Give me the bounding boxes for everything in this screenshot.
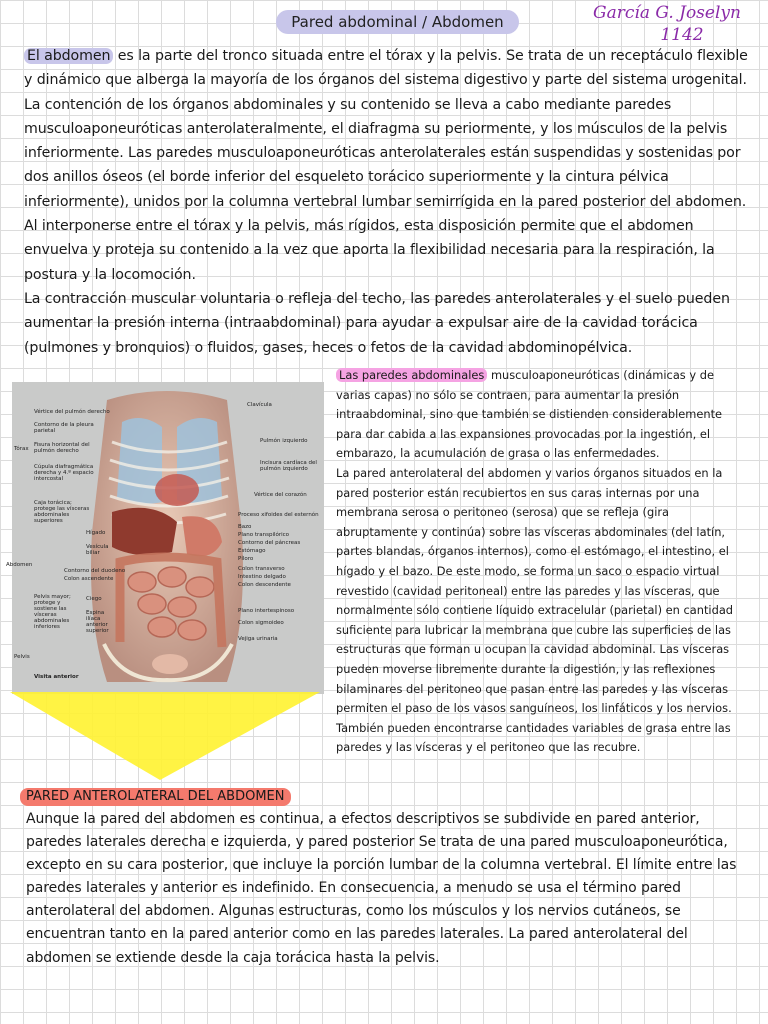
figure-label-left: Abdomen: [6, 562, 33, 568]
figure-label-right: Colon sigmoideo: [238, 620, 284, 626]
intro-highlight: El abdomen: [24, 48, 113, 64]
figure-label-left: Hígado: [86, 530, 106, 536]
figure-label-right: Plano intertespinoso: [238, 608, 295, 614]
walls-section: [336, 366, 741, 758]
figure-label-right: Píloro: [238, 556, 254, 562]
figure-label-right: Bazo: [238, 524, 252, 530]
figure-label-left: Pelvis mayor; protege y sostiene las vísceras abdominales inferiores: [34, 594, 71, 630]
walls-highlight: Las paredes abdominales: [336, 368, 487, 382]
figure-label-left: Vesícula biliar: [86, 544, 109, 556]
figure-label-right: Plano transpilórico: [238, 532, 290, 538]
figure-label-right: Clavícula: [247, 402, 272, 408]
figure-label-left: Contorno de la pleura parietal: [34, 422, 94, 434]
section-heading: PARED ANTEROLATERAL DEL ABDOMEN: [20, 788, 291, 806]
yellow-triangle-marker: [10, 692, 320, 782]
intro-text: es la parte del tronco situada entre el tórax y la pelvis. Se trata de un receptáculo flexible y dinámico que alberga la mayoría de los órganos del sistema digestivo y parte del sistema urogenital. La contención de los órganos abdominales y su contenido se lleva a cabo mediante paredes musculoaponeuróticas anterolateralmente, el diafragma su periormente, y los músculos de la pelvis inferiormente. Las paredes musculoaponeuróticas anterolaterales están suspendidas y sostenidas por dos anillos óseos (el borde inferior del esqueleto torácico superiormente y la cintura pélvica inferiormente), unidos por la columna vertebral lumbar semirrígida en la pared posterior del abdomen. Al interponerse entre el tórax y la pelvis, más rígidos, esta disposición permite que el abdomen envuelva y proteja su contenido a la vez que aporta la flexibilidad necesaria para la respiración, la postura y la locomoción.: [24, 48, 748, 283]
anatomy-figure: [6, 382, 324, 694]
figure-label-left: Fisura horizontal del pulmón derecho: [34, 442, 90, 454]
figure-label-left: Tórax: [14, 446, 29, 452]
section2-body: [26, 808, 746, 970]
figure-label-right: Estómago: [238, 548, 266, 554]
walls-paragraph-2: La pared anterolateral del abdomen y varios órganos situados en la pared posterior están recubiertos en sus caras internas por una membrana serosa o peritoneo (serosa) que se refleja (gira abruptamente y continúa) sobre las vísceras abdominales (del latín, partes blandas, órganos internos), como el estómago, el intestino, el hígado y el bazo. De este modo, se forma un saco o espacio virtual revestido (cavidad peritoneal) entre las paredes y las vísceras, que normalmente sólo contiene líquido extracelular (parietal) en cantidad suficiente para lubricar la membrana que cubre las superficies de las estructuras que forman u ocupan la cavidad abdominal. Las vísceras pueden moverse libremente durante la digestión, y las reflexiones bilaminares del peritoneo que pasan entre las paredes y las vísceras permiten el paso de los vasos sanguíneos, los linfáticos y los nervios. También pueden encontrarse cantidades variables de grasa entre las paredes y las vísceras y el peritoneo que las recubre.: [336, 465, 734, 755]
figure-label-right: Vejiga urinaria: [238, 636, 278, 642]
figure-label-right: Colon descendente: [238, 582, 291, 588]
figure-label-right: Incisura cardíaca del pulmón izquierdo: [260, 460, 317, 472]
figure-label-right: Intestino delgado: [238, 574, 286, 580]
figure-label-right: Pulmón izquierdo: [260, 438, 308, 444]
figure-label-right: Vértice del corazón: [254, 492, 307, 498]
page-title: Pared abdominal / Abdomen: [276, 10, 519, 34]
walls-text: musculoaponeuróticas (dinámicas y de varias capas) no sólo se contraen, para aumentar la presión intraabdominal, sino que también se distienden considerablemente para dar cabida a las expansiones provocadas por la ingestión, el embarazo, la acumulación de grasa o las enfermedades.: [336, 368, 723, 461]
figure-label-left: Espina ilíaca anterior superior: [86, 610, 109, 634]
section2-paragraph: Aunque la pared del abdomen es continua, a efectos descriptivos se subdivide en pared anterior, paredes laterales derecha e izquierda, y pared posterior Se trata de una pared musculoaponeurótica, excepto en su cara posterior, que incluye la porción lumbar de la columna vertebral. El límite entre las paredes laterales y anterior es indefinido. En consecuencia, a menudo se usa el término pared anterolateral del abdomen. Algunas estructuras, como los músculos y los nervios cutáneos, se encuentran tanto en la pared anterior como en las paredes laterales. La pared anterolateral del abdomen se extiende desde la caja torácica hasta la pelvis.: [26, 811, 737, 966]
figure-caption: Visita anterior: [34, 674, 79, 680]
intro-paragraph: [24, 44, 748, 287]
walls-paragraph: [336, 366, 741, 464]
author-name: García G. Joselyn: [593, 3, 741, 23]
figure-label-right: Contorno del páncreas: [238, 540, 301, 546]
intro-section: [24, 44, 748, 360]
intro-paragraph-2: La contracción muscular voluntaria o refleja del techo, las paredes anterolaterales y el suelo pueden aumentar la presión interna (intraabdominal) para ayudar a expulsar aire de la cavidad torácica (pulmones y bronquios) o fluidos, gases, heces o fetos de la cavidad abdominopélvica.: [24, 290, 730, 356]
figure-label-left: Colon ascendente: [64, 576, 114, 582]
author-group: 1142: [660, 25, 704, 45]
figure-label-left: Pelvis: [14, 654, 30, 660]
figure-label-left: Caja torácica; protege las vísceras abdominales superiores: [34, 500, 90, 524]
figure-label-right: Proceso xifoides del esternón: [238, 512, 319, 518]
figure-label-left: Cúpula diafragmática derecha y 4.º espacio intercostal: [34, 464, 94, 482]
author-signature: [572, 2, 762, 46]
figure-label-left: Ciego: [86, 596, 102, 602]
figure-label-left: Contorno del duodeno: [64, 568, 126, 574]
figure-label-right: Colon transverso: [238, 566, 285, 572]
figure-label-left: Vértice del pulmón derecho: [34, 409, 110, 415]
